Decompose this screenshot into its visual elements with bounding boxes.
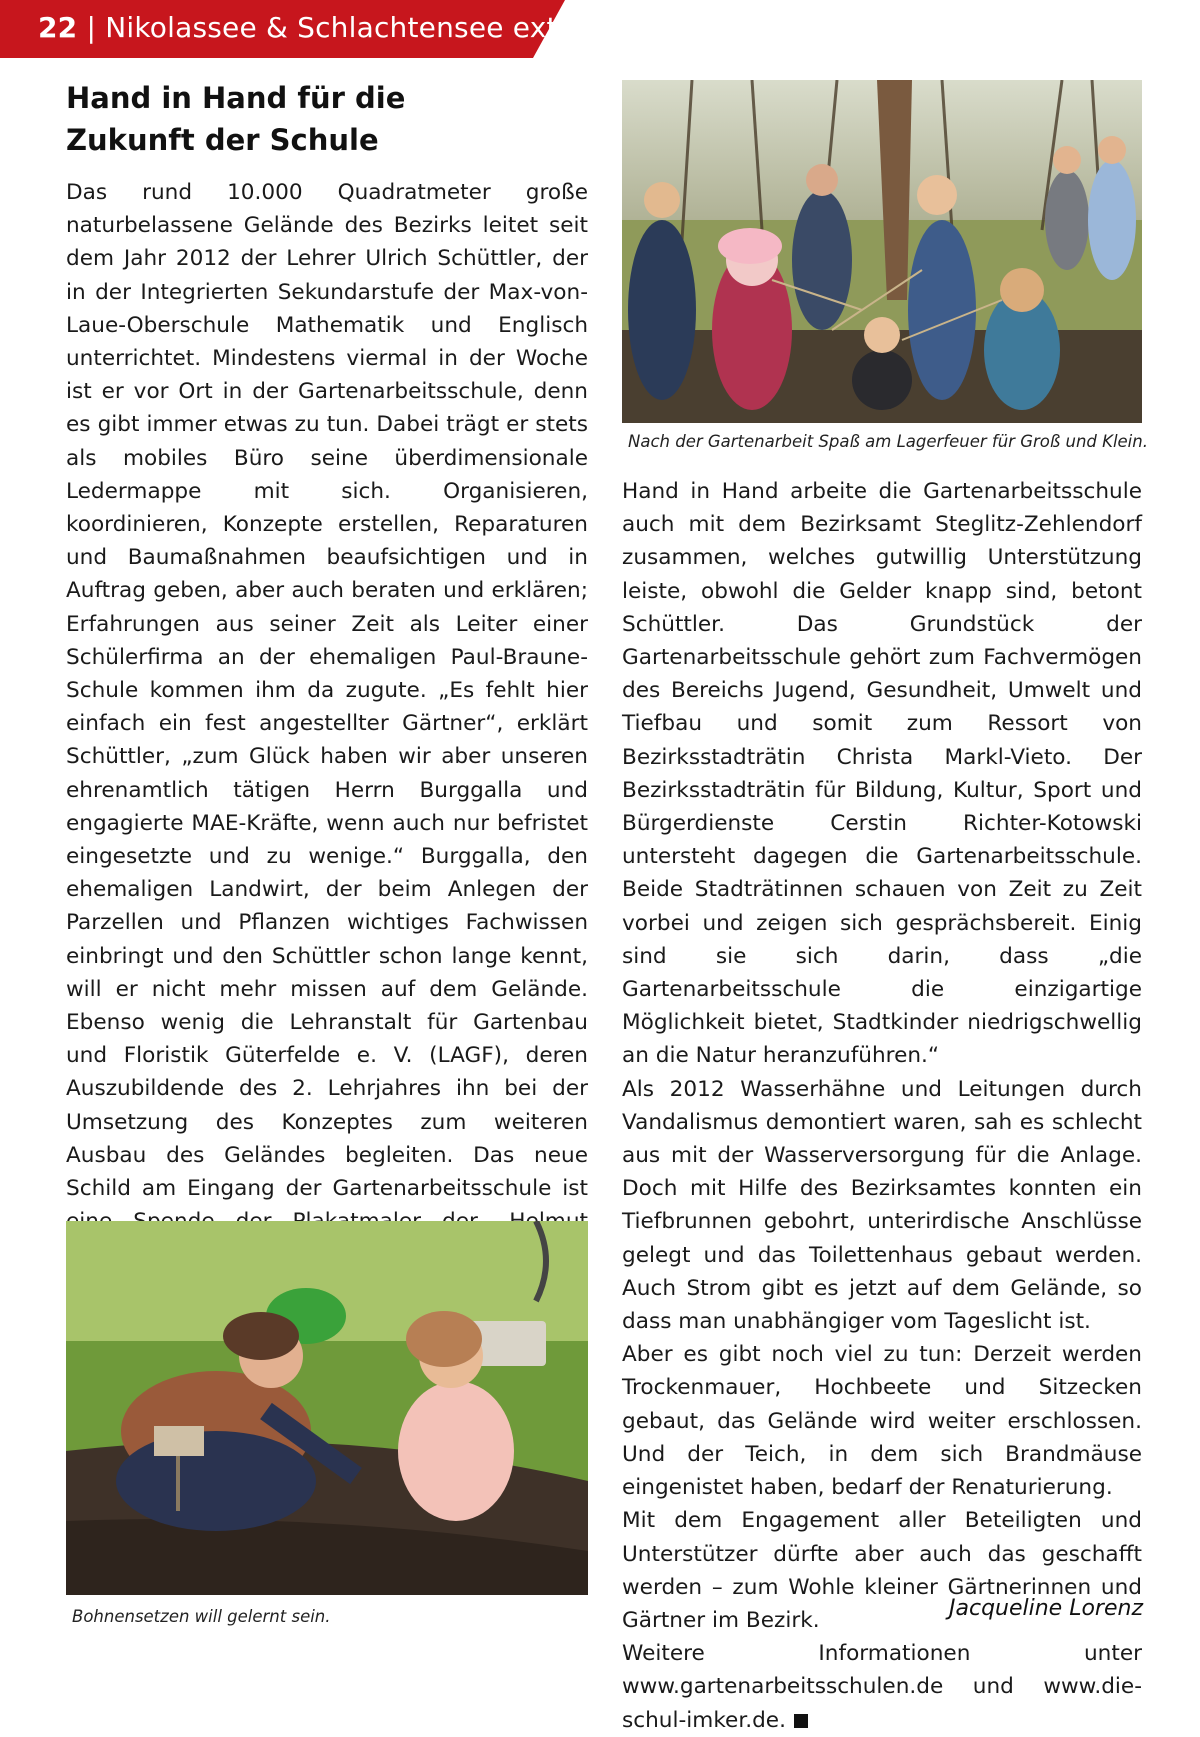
article-body-right xyxy=(622,475,1142,1737)
body-paragraph-right-1: Hand in Hand arbeite die Gartenarbeitsschule auch mit dem Bezirksamt Steglitz-Zehlendorf zusammen, welches gutwillig Unterstützung leiste, obwohl die Gelder knapp sind, betont Schüttler. Das Grundstück der Gartenarbeitsschule gehört zum Fachvermögen des Bereichs Jugend, Gesundheit, Umwelt und Tiefbau und somit zum Ressort von Bezirksstadträtin Christa Markl-Vieto. Der Bezirksstadträtin für Bildung, Kultur, Sport und Bürgerdienste Cerstin Richter-Kotowski untersteht dagegen die Gartenarbeitsschule. Beide Stadträtinnen schauen von Zeit zu Zeit vorbei und zeigen sich gesprächsbereit. Einig sind sie sich darin, dass „die Gartenarbeitsschule die einzigartige Möglichkeit bietet, Stadtkinder niedrigschwellig an die Natur heranzuführen.“ xyxy=(622,479,1142,1069)
page-number: 22 xyxy=(38,11,78,44)
campfire-photo xyxy=(622,80,1142,423)
header-separator: | xyxy=(86,11,97,44)
section-title: Nikolassee & Schlachtensee extra xyxy=(105,11,587,44)
article-headline xyxy=(66,77,586,161)
body-paragraph-right-5-wrap xyxy=(622,1637,1142,1737)
section-header-banner xyxy=(0,0,587,58)
article-body-left xyxy=(66,176,588,1272)
more-info-text: Weitere Informationen unter www.gartenarbeitsschulen.de und www.die-schul-imker.de. xyxy=(622,1641,1142,1733)
header-label xyxy=(38,11,587,44)
headline-line-2: Zukunft der Schule xyxy=(66,123,379,157)
end-of-article-mark xyxy=(794,1714,808,1728)
bottom-photo-caption: Bohnensetzen will gelernt sein. xyxy=(72,1607,331,1626)
author-byline: Jacqueline Lorenz xyxy=(949,1596,1143,1621)
body-paragraph-left: Das rund 10.000 Quadratmeter große naturbelassene Gelände des Bezirks leitet seit dem Jahr 2012 der Lehrer Ulrich Schüttler, der in der Integrierten Sekundarstufe der Max-von-Laue-Oberschule Mathematik und Englisch unterrichtet. Mindestens viermal in der Woche ist er vor Ort in der Gartenarbeitsschule, denn es gibt immer etwas zu tun. Dabei trägt er stets als mobiles Büro seine überdimensionale Ledermappe mit sich. Organisieren, koordinieren, Konzepte erstellen, Reparaturen und Baumaßnahmen beaufsichtigen und in Auftrag geben, aber auch beraten und erklären; Erfahrungen aus seiner Zeit als Leiter einer Schülerfirma an der ehemaligen Paul-Braune-Schule kommen ihm da zugute. „Es fehlt hier einfach ein fest angestellter Gärtner“, erklärt Schüttler, „zum Glück haben wir aber unseren ehrenamtlich tätigen Herrn Burggalla und engagierte MAE-Kräfte, wenn auch nur befristet eingesetzte und zu wenige.“ Burggalla, den ehemaligen Landwirt, der beim Anlegen der Parzellen und Pflanzen wichtiges Fachwissen einbringt und den Schüttler schon lange kennt, will er nicht mehr missen auf dem Gelände. Ebenso wenig die Lehranstalt für Gartenbau und Floristik Güterfelde e. V. (LAGF), deren Auszubildende des 2. Lehrjahres ihn bei der Umsetzung des Konzeptes zum weiteren Ausbau des Geländes begleiten. Das neue Schild am Eingang der Gartenarbeitsschule ist xyxy=(66,180,588,1202)
body-paragraph-right-4: Mit dem Engagement aller Beteiligten und Unterstützer dürfte aber auch das geschafft werden – zum Wohle kleiner Gärtnerinnen und Gärtner im Bezirk. xyxy=(622,1508,1142,1633)
body-paragraph-right-2: Als 2012 Wasserhähne und Leitungen durch Vandalismus demontiert waren, sah es schlecht aus mit der Wasserversorgung für die Anlage. Doch mit Hilfe des Bezirksamtes konnten ein Tiefbrunnen gebohrt, unterirdische Anschlüsse gelegt und das Toilettenhaus gebaut werden. Auch Strom gibt es jetzt auf dem Gelände, so dass man unabhängiger vom Tageslicht ist. xyxy=(622,1076,1142,1335)
gardening-photo xyxy=(66,1221,588,1595)
body-paragraph-right-3: Aber es gibt noch viel zu tun: Derzeit werden Trockenmauer, Hochbeete und Sitzecken gebaut, das Gelände wird weiter erschlossen. Und der Teich, in dem sich Brandmäuse eingenistet haben, bedarf der Renaturierung. xyxy=(622,1342,1142,1501)
headline-line-1: Hand in Hand für die xyxy=(66,81,406,115)
top-photo-caption: Nach der Gartenarbeit Spaß am Lagerfeuer für Groß und Klein. xyxy=(628,432,1148,451)
